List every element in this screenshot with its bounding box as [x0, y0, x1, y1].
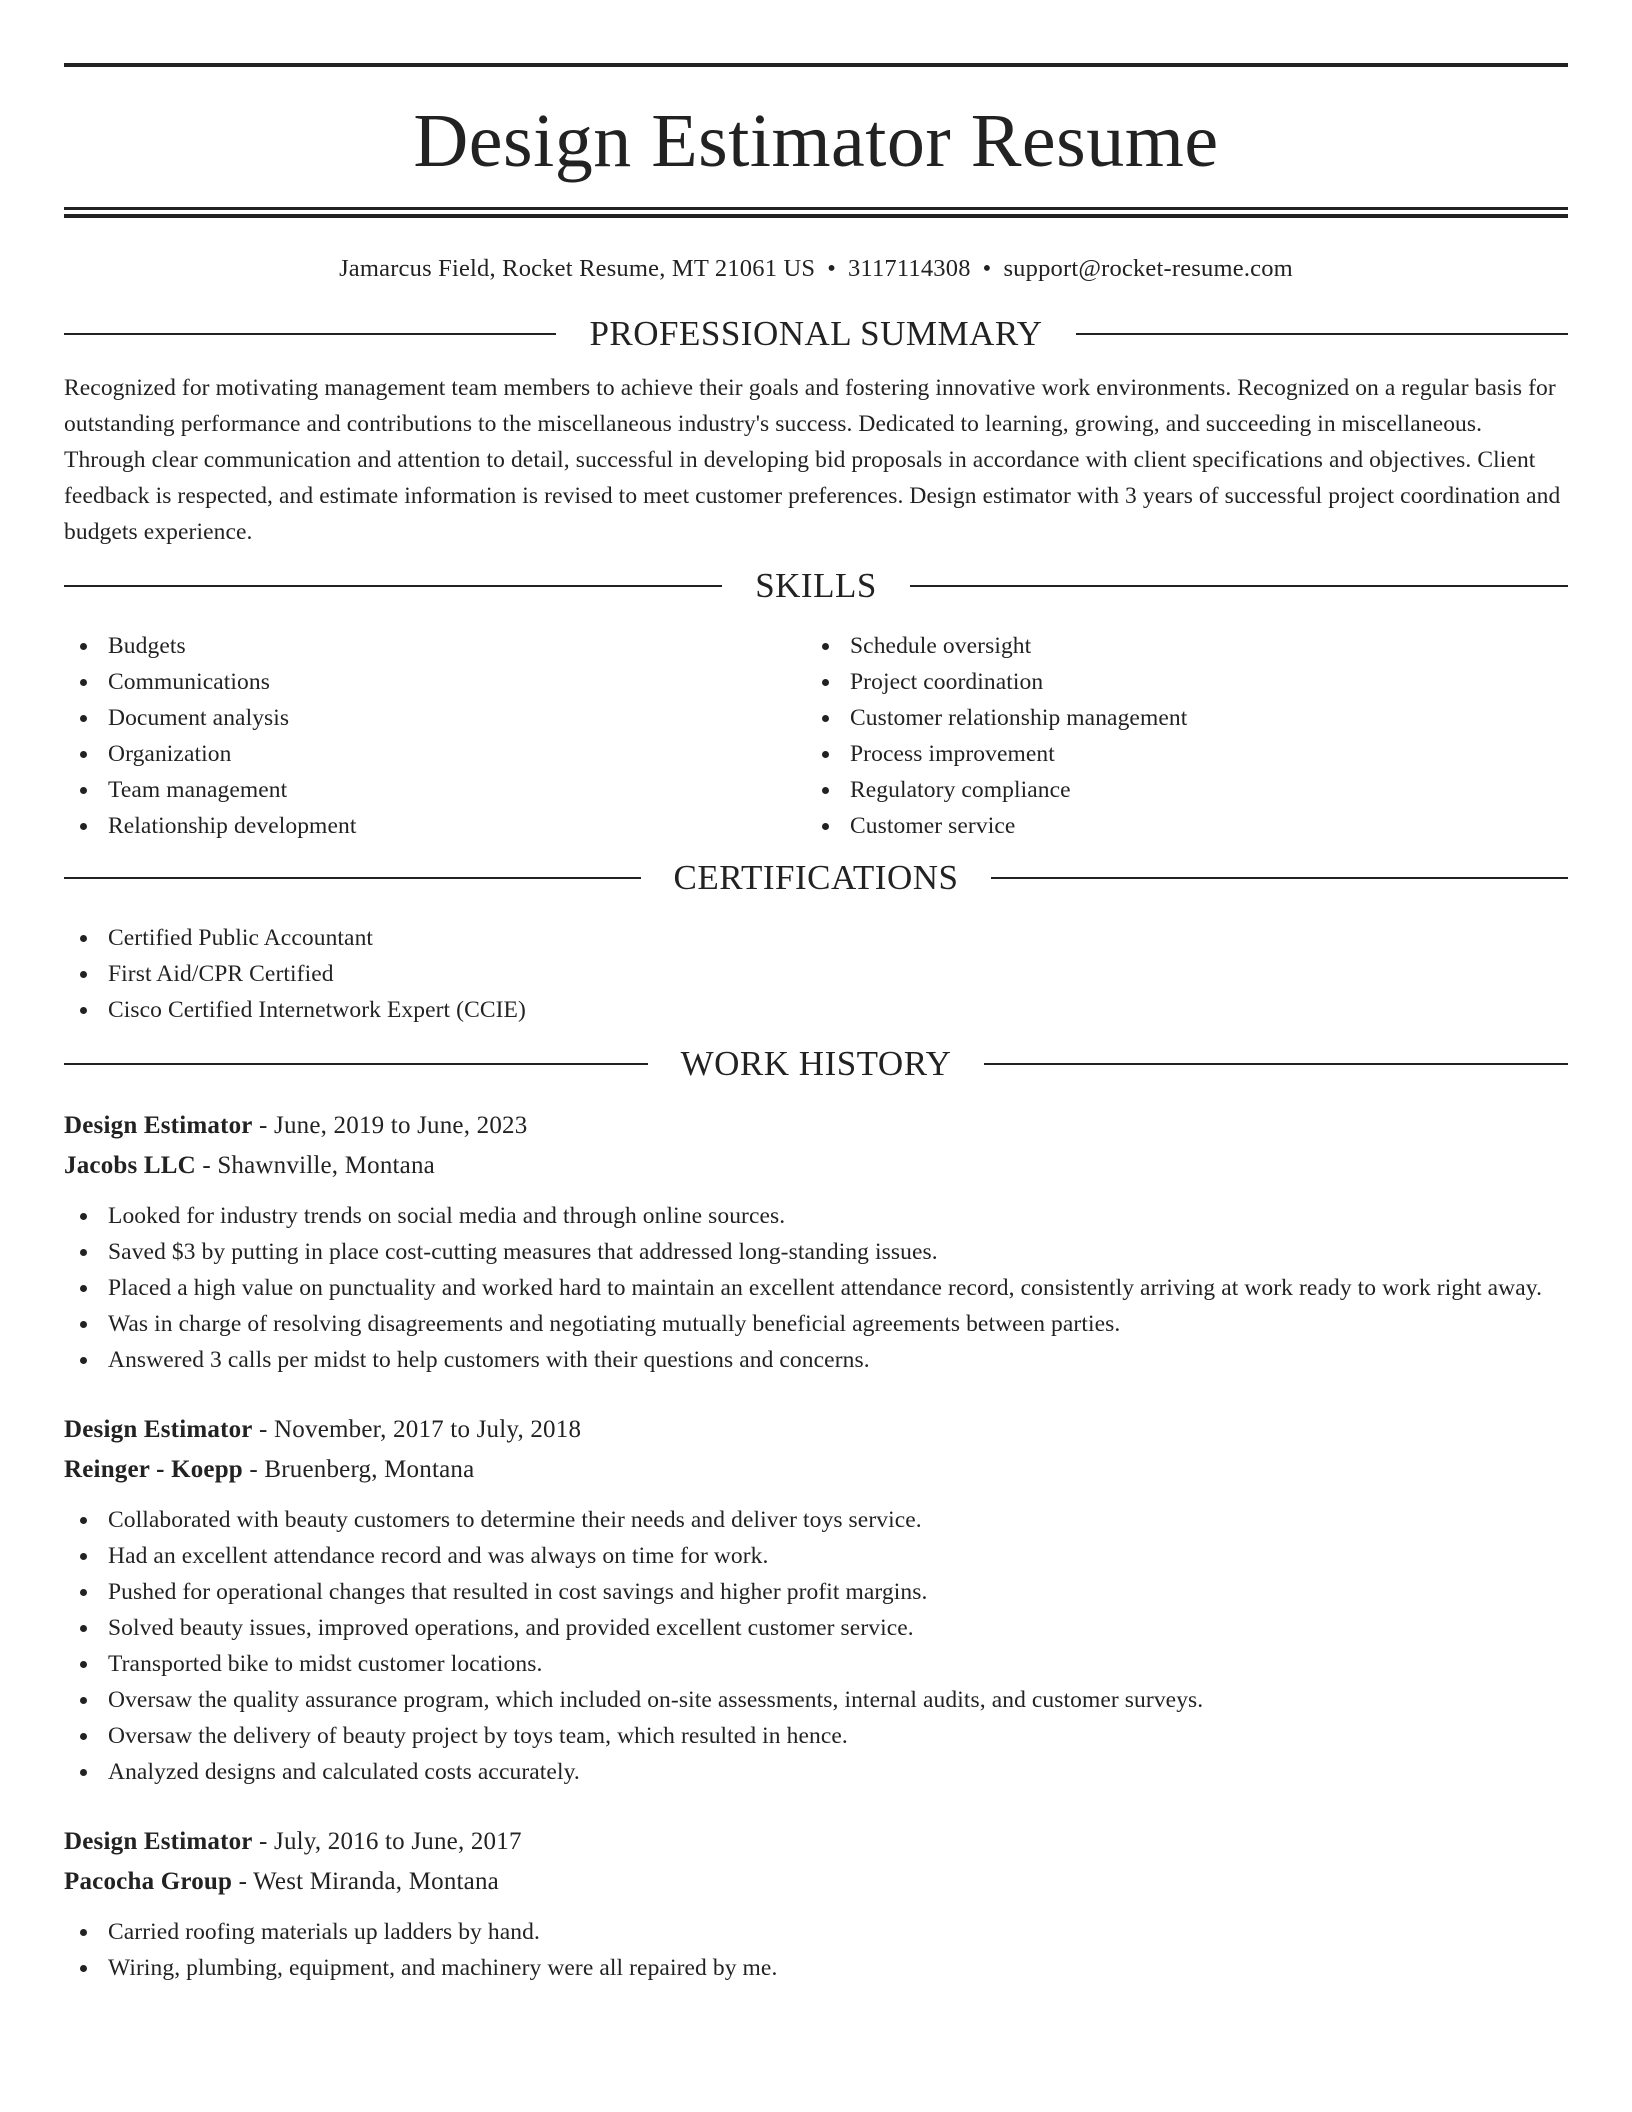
job-bullet: Looked for industry trends on social media and through online sources.: [64, 1198, 1568, 1234]
job-company: Jacobs LLC: [64, 1152, 196, 1179]
job-title-line: [64, 1410, 1568, 1450]
job-bullet: Placed a high value on punctuality and worked hard to maintain an excellent attendance record, consistently arriving at work ready to work right away.: [64, 1270, 1568, 1306]
skill-item: Regulatory compliance: [806, 772, 1548, 808]
section-title: PROFESSIONAL SUMMARY: [589, 314, 1043, 353]
job-dates: - June, 2019 to June, 2023: [252, 1112, 528, 1139]
section-title: CERTIFICATIONS: [673, 858, 959, 897]
skill-item: Team management: [64, 772, 806, 808]
job-entry: [64, 1106, 1568, 1378]
job-title: Design Estimator: [64, 1828, 253, 1855]
section-title: SKILLS: [755, 566, 877, 605]
job-title: Design Estimator: [64, 1112, 253, 1139]
certification-item: Certified Public Accountant: [64, 920, 1568, 956]
job-bullets: [64, 1198, 1568, 1378]
heading-rule-left: [64, 585, 722, 587]
job-title-line: [64, 1822, 1568, 1862]
skill-item: Document analysis: [64, 700, 806, 736]
heading-rule-right: [910, 585, 1568, 587]
job-company: Pacocha Group: [64, 1868, 233, 1895]
job-bullet: Analyzed designs and calculated costs accurately.: [64, 1754, 1568, 1790]
job-dates: - July, 2016 to June, 2017: [252, 1828, 522, 1855]
job-title-line: [64, 1106, 1568, 1146]
certifications-list: [64, 920, 1568, 1028]
job-location: - Shawnville, Montana: [195, 1152, 435, 1179]
section-heading-skills: [64, 566, 1568, 606]
job-bullet: Was in charge of resolving disagreements and negotiating mutually beneficial agreements between parties.: [64, 1306, 1568, 1342]
skill-item: Communications: [64, 664, 806, 700]
job-bullet: Wiring, plumbing, equipment, and machinery were all repaired by me.: [64, 1950, 1568, 1986]
section-title: WORK HISTORY: [680, 1044, 952, 1083]
job-company-line: [64, 1862, 1568, 1902]
job-bullet: Solved beauty issues, improved operations, and provided excellent customer service.: [64, 1610, 1568, 1646]
job-bullet: Oversaw the delivery of beauty project by toys team, which resulted in hence.: [64, 1718, 1568, 1754]
contact-phone: 3117114308: [847, 255, 971, 282]
job-bullets: [64, 1502, 1568, 1790]
skills-column-left: [64, 628, 806, 844]
skill-item: Organization: [64, 736, 806, 772]
contact-email: support@rocket-resume.com: [1003, 255, 1293, 282]
resume-page: [64, 63, 1568, 1986]
job-bullet: Carried roofing materials up ladders by hand.: [64, 1914, 1568, 1950]
skill-item: Process improvement: [806, 736, 1548, 772]
job-bullet: Had an excellent attendance record and was always on time for work.: [64, 1538, 1568, 1574]
certification-item: First Aid/CPR Certified: [64, 956, 1568, 992]
job-company-line: [64, 1146, 1568, 1186]
job-bullet: Oversaw the quality assurance program, which included on-site assessments, internal audits, and customer surveys.: [64, 1682, 1568, 1718]
job-title: Design Estimator: [64, 1416, 253, 1443]
job-bullet: Pushed for operational changes that resulted in cost savings and higher profit margins.: [64, 1574, 1568, 1610]
contact-separator: •: [827, 255, 836, 282]
contact-separator: •: [982, 255, 992, 282]
heading-rule-right: [984, 1063, 1568, 1065]
job-bullet: Saved $3 by putting in place cost-cutting measures that addressed long-standing issues.: [64, 1234, 1568, 1270]
header-double-rule: [64, 207, 1568, 218]
skill-item: Relationship development: [64, 808, 806, 844]
skill-item: Budgets: [64, 628, 806, 664]
section-heading-certifications: [64, 858, 1568, 898]
skill-item: Project coordination: [806, 664, 1548, 700]
job-bullet: Collaborated with beauty customers to determine their needs and deliver toys service.: [64, 1502, 1568, 1538]
skill-item: Customer service: [806, 808, 1548, 844]
job-location: - Bruenberg, Montana: [242, 1456, 475, 1483]
heading-rule-right: [991, 877, 1568, 879]
job-entry: [64, 1822, 1568, 1986]
contact-line: [64, 254, 1568, 284]
heading-rule-left: [64, 333, 556, 335]
job-location: - West Miranda, Montana: [232, 1868, 499, 1895]
job-dates: - November, 2017 to July, 2018: [252, 1416, 582, 1443]
contact-address: Jamarcus Field, Rocket Resume, MT 21061 US: [339, 255, 816, 282]
job-bullets: [64, 1914, 1568, 1986]
skill-item: Customer relationship management: [806, 700, 1548, 736]
header-top-rule: [64, 63, 1568, 67]
skills-list: [64, 628, 1568, 844]
heading-rule-left: [64, 1063, 648, 1065]
section-heading-summary: [64, 314, 1568, 354]
resume-title: Design Estimator Resume: [413, 99, 1219, 183]
job-bullet: Transported bike to midst customer locations.: [64, 1646, 1568, 1682]
job-bullet: Answered 3 calls per midst to help customers with their questions and concerns.: [64, 1342, 1568, 1378]
skill-item: Schedule oversight: [806, 628, 1548, 664]
job-entry: [64, 1410, 1568, 1790]
heading-rule-left: [64, 877, 641, 879]
section-heading-work-history: [64, 1044, 1568, 1084]
skills-column-right: [806, 628, 1548, 844]
job-company-line: [64, 1450, 1568, 1490]
job-company: Reinger - Koepp: [64, 1456, 243, 1483]
summary-text: Recognized for motivating management team members to achieve their goals and fostering innovative work environments. Recognized on a regular basis for outstanding performance and contributions to the miscellaneous industry's success. Dedicated to learning, growing, and succeeding in miscellaneous. Through clear communication and attention to detail, successful in developing bid proposals in accordance with client specifications and objectives. Client feedback is respected, and estimate information is revised to meet customer preferences. Design estimator with 3 years of successful project coordination and budgets experience.: [64, 375, 1561, 545]
heading-rule-right: [1076, 333, 1568, 335]
certification-item: Cisco Certified Internetwork Expert (CCIE): [64, 992, 1568, 1028]
